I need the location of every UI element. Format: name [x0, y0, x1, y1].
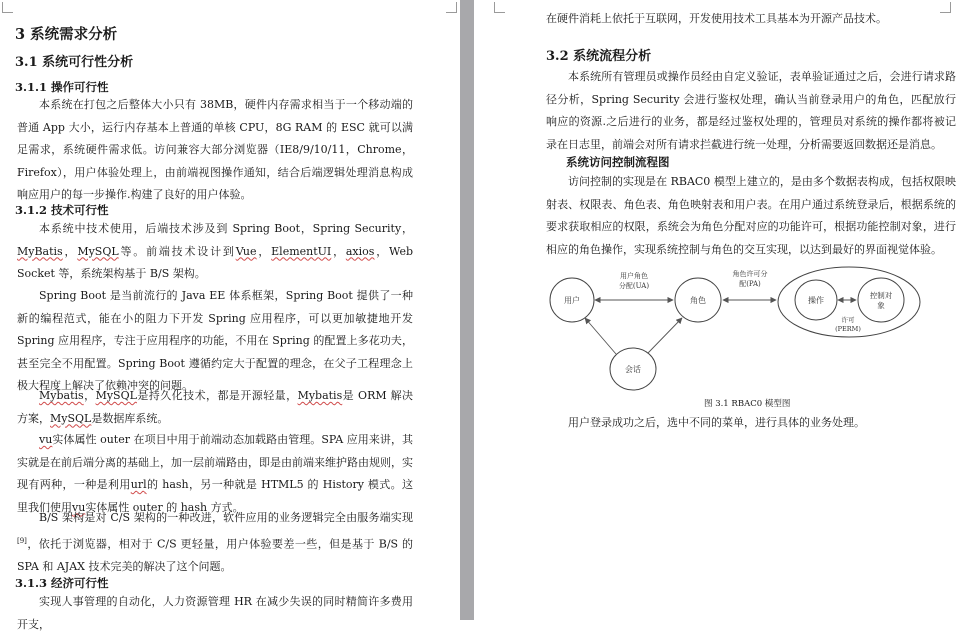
- page-corner-mark: [2, 2, 13, 13]
- page-gutter: [460, 0, 474, 620]
- rbac0-model-diagram: [554, 266, 909, 416]
- perm-label-line1: 许可: [841, 316, 855, 324]
- subsection-heading: 3.1.3 经济可行性: [15, 576, 109, 590]
- paragraph-persistence: Mybatis，MySQL是持久化技术，都是开源轻量，Mybatis是 ORM 解决方案，MySQL是数据库系统。: [17, 389, 414, 425]
- pa-label-line1: 角色许可分: [732, 270, 768, 278]
- user-label: 用户: [564, 296, 580, 305]
- paragraph-access-control: 访问控制的实现是在 RBAC0 模型上建立的，是由多个数据表构成，包括权限映射表、权限表、角色表、角色映射表和用户表。在用户通过系统登录后，根据系统的要求获取相应的权限，系统会为角色分配对应的功能许可，根据功能控制对象，进行相应的角色操作，实现系统控制与角色的交互实现，以达到最好的界面视觉体验。: [546, 175, 956, 256]
- figure-caption: 图 3.1 RBAC0 模型图: [704, 399, 791, 409]
- paragraph-flow-analysis: 本系统所有管理员或操作员经由自定义验证，表单验证通过之后，会进行请求路径分析，Spring Security 会进行鉴权处理，确认当前登录用户的角色，匹配放行响应的资源.之后进行的业务，都是经过鉴权处理的，管理员对系统的操作都将被记录在日志里，前端会对所有请求拦截进行统一处理，分析需要返回数据还是消息。: [546, 70, 956, 151]
- object-label-line2: 象: [877, 301, 885, 310]
- page-corner-mark: [494, 2, 505, 13]
- operation-label: 操作: [808, 296, 824, 305]
- paragraph-spring-boot: Spring Boot 是当前流行的 Java EE 体系框架，Spring Boot 提供了一种新的编程范式，能在小的阻力下开发 Spring 应用程序，可以更加敏捷地开发 Spring 应用程序，专注于应用程序的功能，不用在 Spring 的配置上多花功夫，甚至完全不用配置。Spring Boot 遵循约定大于配置的理念，在父子工程理念上极大程度上解决了依赖冲突的问题。: [17, 289, 413, 392]
- paragraph-tech-stack: 本系统中技术使用，后端技术涉及到 Spring Boot，Spring Security，MyBatis，MySQL等。前端技术设计到Vue，ElementUI，axios，Web Socket 等，系统架构基于 B/S 架构。: [17, 222, 414, 280]
- perm-label-line2: (PERM): [835, 325, 861, 333]
- document-page-right: [474, 0, 960, 620]
- paragraph-operational-feasibility: 本系统在打包之后整体大小只有 38MB，硬件内存需求相当于一个移动端的普通 App 大小，运行内存基本上普通的单核 CPU，8G RAM 的 ESC 就可以满足需求，系统硬件需求低。访问兼容大部分浏览器（IE8/9/10/11，Chrome，Firefox），用户体验处理上，由前端视图操作通知，结合后端逻辑处理消息构成响应用户的每一步操作.构建了良好的用户体验。: [17, 98, 413, 201]
- ua-label-line2: 分配(UA): [618, 282, 650, 290]
- section-heading: 3.1 系统可行性分析: [15, 55, 134, 70]
- ua-label-line1: 用户角色: [620, 272, 648, 280]
- control-object-node: [858, 278, 904, 322]
- page-corner-mark: [446, 2, 457, 13]
- paragraph-bs-architecture: B/S 架构是对 C/S 架构的一种改进，软件应用的业务逻辑完全由服务端实现[9]，依托于浏览器，相对于 C/S 更轻量，用户体验要差一些，但是基于 B/S 的 SPA 和 AJAX 技术完美的解决了这个问题。: [17, 511, 413, 573]
- subsection-heading: 3.1.2 技术可行性: [15, 203, 109, 217]
- chapter-heading: 3 系统需求分析: [15, 26, 118, 43]
- user-session-edge: [585, 318, 616, 354]
- session-role-edge: [648, 318, 682, 353]
- session-label: 会话: [625, 365, 641, 374]
- object-label-line1: 控制对: [869, 291, 893, 300]
- figure-subheading: 系统访问控制流程图: [566, 155, 670, 169]
- paragraph-after-login: 用户登录成功之后，选中不同的菜单，进行具体的业务处理。: [568, 416, 865, 429]
- subsection-heading: 3.1.1 操作可行性: [15, 80, 109, 94]
- section-heading: 3.2 系统流程分析: [546, 49, 652, 64]
- paragraph-vue-router: vu实体属性 outer 在项目中用于前端动态加载路由管理。SPA 应用来讲，其实就是在前后端分离的基础上，加一层前端路由，即是由前端来维护路由规则，实现有两种，一种是利用url的 hash，另一种就是 HTML5 的 History 模式。这里我们使用vu实体属性 outer 的 hash 方式。: [17, 433, 413, 514]
- role-label: 角色: [690, 296, 706, 305]
- document-page-left: [0, 0, 460, 631]
- pa-label-line2: 配(PA): [739, 280, 761, 288]
- paragraph-continuation: 在硬件消耗上依托于互联网，开发使用技术工具基本为开源产品技术。: [546, 12, 887, 25]
- paragraph-economic-feasibility: 实现人事管理的自动化，人力资源管理 HR 在减少失误的同时精简许多费用开支，: [17, 595, 413, 631]
